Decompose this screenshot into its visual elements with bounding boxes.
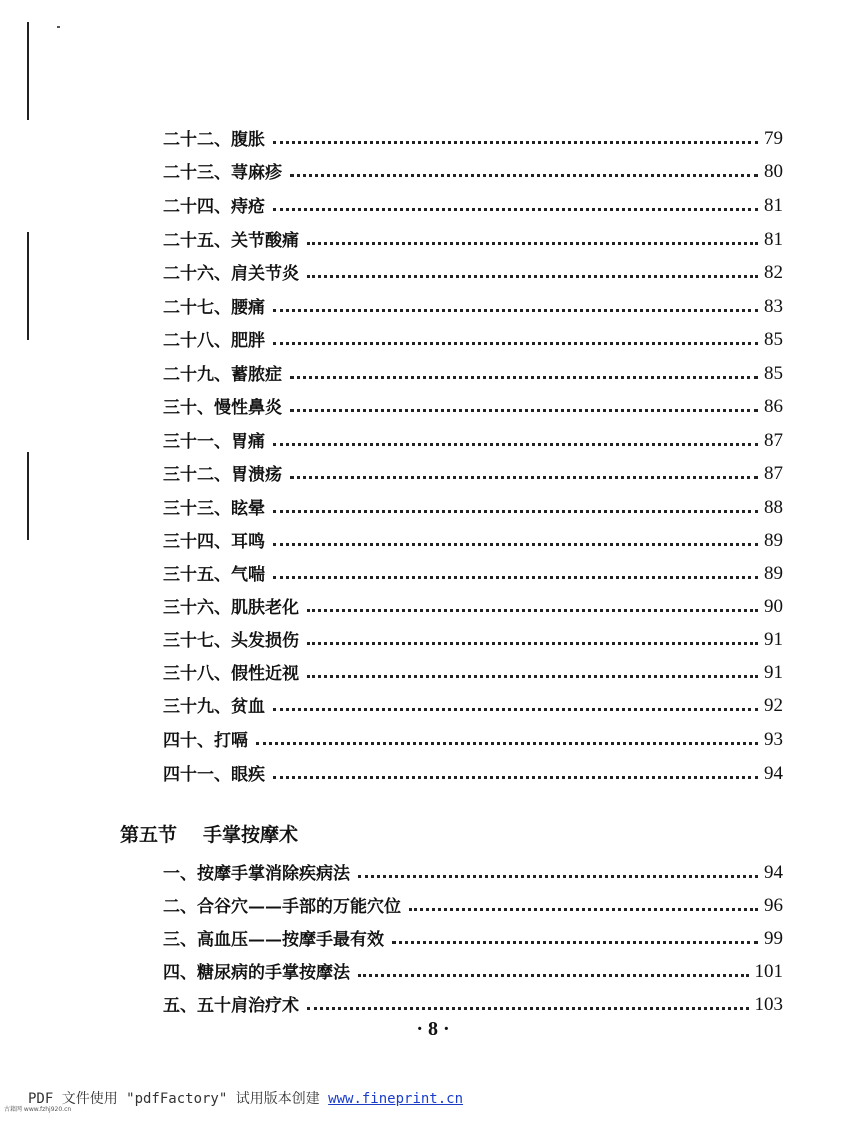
toc-entry[interactable] [163,288,783,318]
entry-title: 三十、慢性鼻炎 [163,398,282,418]
entry-page: 90 [764,596,783,617]
dot-leader [273,576,758,579]
pdf-footer [28,1088,463,1108]
entry-page: 91 [764,662,783,683]
entry-page: 82 [764,262,783,283]
toc-entry[interactable] [163,687,783,717]
dot-leader [273,510,758,513]
dot-leader [273,708,758,711]
toc-entry[interactable] [163,986,783,1016]
dot-leader [358,974,749,977]
entry-title: 三十五、气喘 [163,565,265,585]
toc-entry[interactable] [163,355,783,385]
toc-entry[interactable] [163,153,783,183]
toc-entry[interactable] [163,654,783,684]
entry-title: 三十六、肌肤老化 [163,598,299,618]
entry-page: 101 [754,961,783,982]
entry-title: 二十五、关节酸痛 [163,231,299,251]
toc-entry[interactable] [163,221,783,251]
entry-page: 79 [764,128,783,149]
toc-entry[interactable] [163,555,783,585]
dot-leader [273,776,758,779]
page-number: · 8 · [416,1018,450,1040]
entry-title: 三、高血压——按摩手最有效 [163,930,384,950]
entry-page: 81 [764,229,783,250]
entry-page: 83 [764,296,783,317]
entry-page: 94 [764,763,783,784]
toc-entry[interactable] [163,321,783,351]
dot-leader [290,376,758,379]
entry-page: 99 [764,928,783,949]
toc-entry[interactable] [163,887,783,917]
entry-page: 80 [764,161,783,182]
toc-entry[interactable] [163,953,783,983]
scan-margin-line [27,22,29,120]
section-number: 第五节 [120,824,178,846]
entry-page: 87 [764,463,783,484]
entry-page: 89 [764,530,783,551]
entry-title: 二十二、腹胀 [163,130,265,150]
toc-entry[interactable] [163,120,783,150]
entry-page: 91 [764,629,783,650]
entry-page: 85 [764,329,783,350]
entry-page: 103 [754,994,783,1015]
section-heading [120,820,298,847]
entry-title: 三十四、耳鸣 [163,532,265,552]
entry-page: 93 [764,729,783,750]
dot-leader [273,342,758,345]
footer-text: PDF 文件使用 "pdfFactory" 试用版本创建 [28,1091,329,1107]
dot-leader [273,309,758,312]
dot-leader [256,742,758,745]
entry-title: 一、按摩手掌消除疾病法 [163,864,350,884]
entry-page: 94 [764,862,783,883]
entry-page: 89 [764,563,783,584]
dot-leader [307,642,758,645]
entry-title: 三十三、眩晕 [163,499,265,519]
dot-leader [307,1007,749,1010]
entry-title: 四十、打嗝 [163,731,248,751]
entry-page: 81 [764,195,783,216]
entry-page: 92 [764,695,783,716]
toc-entry[interactable] [163,254,783,284]
entry-title: 三十一、胃痛 [163,432,265,452]
dot-leader [290,409,758,412]
scan-speck [57,26,60,28]
entry-title: 三十七、头发损伤 [163,631,299,651]
entry-page: 87 [764,430,783,451]
entry-title: 二十六、肩关节炎 [163,264,299,284]
dot-leader [290,476,758,479]
footer-link[interactable]: www.fineprint.cn [328,1091,464,1107]
watermark-text: 古籍网 www.fzhj920.cn [4,1106,72,1113]
dot-leader [273,141,758,144]
entry-title: 二十九、蓄脓症 [163,365,282,385]
dot-leader [273,543,758,546]
dot-leader [307,609,758,612]
toc-entry[interactable] [163,187,783,217]
toc-entry[interactable] [163,455,783,485]
dot-leader [307,275,758,278]
entry-page: 85 [764,363,783,384]
dot-leader [307,242,758,245]
dot-leader [392,941,758,944]
entry-title: 三十二、胃溃疡 [163,465,282,485]
entry-title: 二十三、荨麻疹 [163,163,282,183]
section-title: 手掌按摩术 [203,824,299,846]
entry-title: 二十八、肥胖 [163,331,265,351]
toc-entry[interactable] [163,489,783,519]
entry-title: 三十八、假性近视 [163,664,299,684]
toc-entry[interactable] [163,588,783,618]
toc-entry[interactable] [163,920,783,950]
dot-leader [409,908,758,911]
dot-leader [273,443,758,446]
dot-leader [358,875,758,878]
entry-title: 四十一、眼疾 [163,765,265,785]
toc-entry[interactable] [163,522,783,552]
entry-page: 86 [764,396,783,417]
dot-leader [307,675,758,678]
toc-entry[interactable] [163,721,783,751]
scan-margin-line [27,452,29,540]
toc-entry[interactable] [163,388,783,418]
scan-margin-line [27,232,29,340]
toc-entry[interactable] [163,755,783,785]
dot-leader [290,174,758,177]
entry-page: 96 [764,895,783,916]
entry-title: 四、糖尿病的手掌按摩法 [163,963,350,983]
entry-title: 三十九、贫血 [163,697,265,717]
entry-title: 二、合谷穴——手部的万能穴位 [163,897,401,917]
toc-entry[interactable] [163,854,783,884]
entry-title: 五、五十肩治疗术 [163,996,299,1016]
entry-title: 二十七、腰痛 [163,298,265,318]
dot-leader [273,208,758,211]
toc-entry[interactable] [163,621,783,651]
entry-title: 二十四、痔疮 [163,197,265,217]
entry-page: 88 [764,497,783,518]
toc-entry[interactable] [163,422,783,452]
